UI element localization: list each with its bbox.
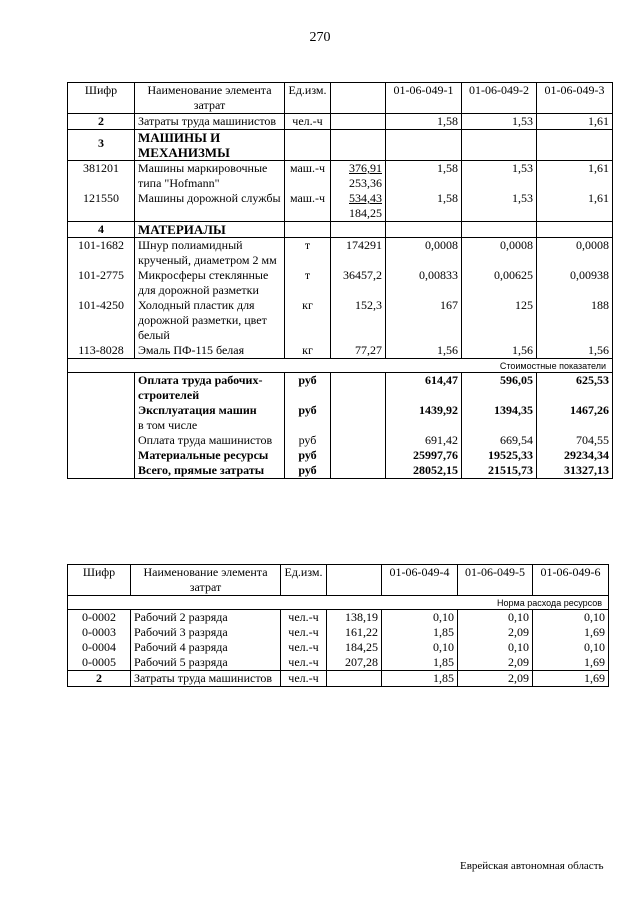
code-cell: 101-2775 [68,268,135,298]
footer-region: Еврейская автономная область [460,860,604,872]
unit-cell: кг [285,298,331,343]
unit-cell: чел.-ч [281,625,327,640]
code-cell: 101-4250 [68,298,135,343]
value-cell: 1,85 [382,671,458,687]
section-label-row [68,596,609,610]
value-cell: 0,0008 [462,238,537,269]
header-cell [327,565,382,596]
header-cell: Шифр [68,83,135,114]
table-row [68,268,613,298]
price-value-2: 253,36 [349,176,382,190]
value-cell: 1,85 [382,625,458,640]
name-cell: Рабочий 4 разряда [131,640,281,655]
section-label: Стоимостные показатели [68,359,613,373]
value-cell: 704,55 [537,433,613,448]
table-row [68,640,609,655]
header-cell: 01-06-049-5 [458,565,533,596]
price-cell: 77,27 [331,343,386,359]
resource-table-1 [67,82,613,479]
value-cell: 614,47 [386,373,462,404]
value-cell: 0,10 [382,610,458,626]
value-cell: 2,09 [458,655,533,671]
summary-name [135,403,285,433]
price-cell [331,161,386,192]
value-cell: 25997,76 [386,448,462,463]
value-cell: 1,53 [462,114,537,130]
value-cell: 691,42 [386,433,462,448]
price-value: 534,43 [349,191,382,205]
value-cell: 1,56 [537,343,613,359]
name-cell: Машины дорожной службы [135,191,285,222]
value-cell: 1,69 [533,625,609,640]
unit-cell: т [285,268,331,298]
unit-cell: руб [285,403,331,433]
header-cell: 01-06-049-2 [462,83,537,114]
code-cell: 0-0004 [68,640,131,655]
table-row [68,114,613,130]
value-cell: 188 [537,298,613,343]
value-cell: 0,10 [533,640,609,655]
unit-cell: руб [285,448,331,463]
summary-name: Оплата труда машинистов [135,433,285,448]
header-cell: Ед.изм. [281,565,327,596]
code-cell: 2 [68,114,135,130]
header-cell: Ед.изм. [285,83,331,114]
name-cell: Эмаль ПФ-115 белая [135,343,285,359]
value-cell: 1,56 [462,343,537,359]
unit-cell: чел.-ч [285,114,331,130]
value-cell: 0,10 [458,640,533,655]
value-cell: 167 [386,298,462,343]
value-cell: 1439,92 [386,403,462,433]
section-label: Норма расхода ресурсов [68,596,609,610]
header-cell: 01-06-049-6 [533,565,609,596]
table-row [68,238,613,269]
summary-row [68,373,613,404]
table-row [68,343,613,359]
value-cell: 0,00625 [462,268,537,298]
value-cell: 1,85 [382,655,458,671]
code-cell: 0-0005 [68,655,131,671]
name-cell: Рабочий 2 разряда [131,610,281,626]
value-cell: 0,10 [533,610,609,626]
summary-name: Оплата труда рабочих-строителей [135,373,285,404]
unit-cell: чел.-ч [281,655,327,671]
name-cell: Рабочий 3 разряда [131,625,281,640]
price-cell: 184,25 [327,640,382,655]
value-cell: 1,61 [537,114,613,130]
value-cell: 1467,26 [537,403,613,433]
value-cell: 0,00938 [537,268,613,298]
value-cell: 29234,34 [537,448,613,463]
unit-cell: руб [285,433,331,448]
table-header [68,83,613,114]
header-cell: Наименование элемента затрат [135,83,285,114]
table-row [68,161,613,192]
name-cell: Машины маркировочные типа "Hofmann" [135,161,285,192]
page-number: 270 [309,30,331,45]
header-cell: 01-06-049-3 [537,83,613,114]
name-cell: Холодный пластик для дорожной разметки, цвет белый [135,298,285,343]
code-cell: 101-1682 [68,238,135,269]
value-cell: 2,09 [458,625,533,640]
code-cell: 0-0003 [68,625,131,640]
value-cell: 1,56 [386,343,462,359]
name-cell: Затраты труда машинистов [135,114,285,130]
value-cell: 31327,13 [537,463,613,479]
value-cell: 1,58 [386,191,462,222]
value-cell: 0,10 [382,640,458,655]
unit-cell: т [285,238,331,269]
summary-row [68,448,613,463]
value-cell: 21515,73 [462,463,537,479]
price-value-2: 184,25 [349,206,382,220]
value-cell: 1,69 [533,671,609,687]
value-cell: 669,54 [462,433,537,448]
unit-cell: маш.-ч [285,161,331,192]
summary-title: Эксплуатация машин [138,403,257,417]
value-cell: 0,00833 [386,268,462,298]
code-cell: 0-0002 [68,610,131,626]
price-cell [327,671,382,687]
summary-row [68,433,613,448]
value-cell: 125 [462,298,537,343]
name-cell: Шнур полиамидный крученый, диаметром 2 мм [135,238,285,269]
summary-name: Материальные ресурсы [135,448,285,463]
unit-cell: руб [285,373,331,404]
value-cell: 1,58 [386,114,462,130]
value-cell: 1,53 [462,161,537,192]
header-cell: 01-06-049-1 [386,83,462,114]
price-cell [331,114,386,130]
unit-cell: чел.-ч [281,671,327,687]
value-cell: 1,69 [533,655,609,671]
summary-row [68,403,613,433]
resource-table-2 [67,564,609,687]
section-row [68,222,613,238]
code-cell: 4 [68,222,135,238]
value-cell: 2,09 [458,671,533,687]
section-row [68,130,613,161]
code-cell: 3 [68,130,135,161]
value-cell: 1394,35 [462,403,537,433]
table-row [68,625,609,640]
price-value: 376,91 [349,161,382,175]
code-cell: 113-8028 [68,343,135,359]
unit-cell: маш.-ч [285,191,331,222]
code-cell: 2 [68,671,131,687]
table-row [68,298,613,343]
value-cell: 0,10 [458,610,533,626]
value-cell: 1,58 [386,161,462,192]
unit-cell: руб [285,463,331,479]
code-cell: 121550 [68,191,135,222]
section-title: МАШИНЫ И МЕХАНИЗМЫ [135,130,285,161]
table-row [68,191,613,222]
value-cell: 596,05 [462,373,537,404]
value-cell: 0,0008 [537,238,613,269]
table-row [68,610,609,626]
section-label-row [68,359,613,373]
value-cell: 625,53 [537,373,613,404]
header-cell: 01-06-049-4 [382,565,458,596]
price-cell: 138,19 [327,610,382,626]
unit-cell: чел.-ч [281,610,327,626]
price-cell [331,191,386,222]
name-cell: Рабочий 5 разряда [131,655,281,671]
value-cell: 1,53 [462,191,537,222]
price-cell: 207,28 [327,655,382,671]
price-cell: 174291 [331,238,386,269]
summary-row [68,463,613,479]
price-cell: 152,3 [331,298,386,343]
unit-cell: кг [285,343,331,359]
table-header [68,565,609,596]
value-cell: 1,61 [537,191,613,222]
summary-name: Всего, прямые затраты [135,463,285,479]
table-row [68,655,609,671]
name-cell: Микросферы стеклянные для дорожной разметки [135,268,285,298]
table-row [68,671,609,687]
section-title: МАТЕРИАЛЫ [135,222,285,238]
header-cell [331,83,386,114]
unit-cell: чел.-ч [281,640,327,655]
price-cell: 161,22 [327,625,382,640]
value-cell: 1,61 [537,161,613,192]
summary-subtitle: в том числе [138,418,198,432]
price-cell: 36457,2 [331,268,386,298]
name-cell: Затраты труда машинистов [131,671,281,687]
value-cell: 0,0008 [386,238,462,269]
header-cell: Шифр [68,565,131,596]
value-cell: 19525,33 [462,448,537,463]
value-cell: 28052,15 [386,463,462,479]
header-cell: Наименование элемента затрат [131,565,281,596]
code-cell: 381201 [68,161,135,192]
